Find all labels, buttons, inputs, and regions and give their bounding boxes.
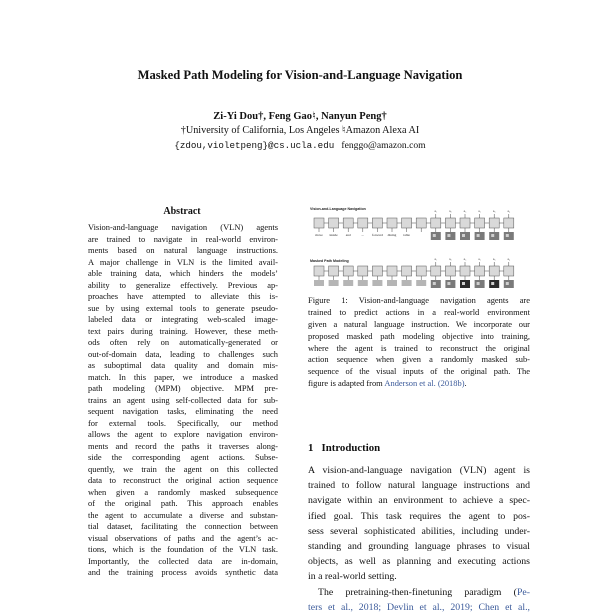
vln-state-box xyxy=(387,218,397,228)
vln-visual-detail xyxy=(491,234,494,237)
intro-line: sess several sophisticated abilities, including under- xyxy=(308,525,530,537)
abstract-line: ability to generalize effectively. Previous ap- xyxy=(88,279,278,290)
caption-line: given a natural language instruction. We incorporate our xyxy=(308,318,530,329)
vln-state-box xyxy=(489,218,499,228)
vln-instruction-word: inside xyxy=(329,233,338,237)
abstract-line: of the original path. This approach enables xyxy=(88,498,278,508)
vln-state-box xyxy=(460,218,470,228)
mpm-state-box xyxy=(372,266,382,276)
citation-link[interactable]: Anderson et al. (2018b) xyxy=(384,378,465,389)
author-emails xyxy=(0,140,600,151)
vln-state-box xyxy=(504,218,514,228)
email-academic: {zdou,violetpeng}@cs.ucla.edu xyxy=(174,140,335,151)
mpm-state-box xyxy=(387,266,397,276)
abstract-line: text pairs during training. However, these meth- xyxy=(88,325,278,336)
abstract-line: are trained to navigate in real-world environ- xyxy=(88,233,278,244)
vln-state-box xyxy=(416,218,426,228)
vln-visual-detail xyxy=(477,234,480,237)
figure-caption xyxy=(308,295,530,390)
mpm-state-box xyxy=(460,266,470,276)
paper-title: Masked Path Modeling for Vision-and-Language Navigation xyxy=(137,68,463,82)
abstract-line: able training data, which hinders the models’ xyxy=(88,268,278,278)
abstract-line: allows the agent to explore navigation environ- xyxy=(88,429,278,439)
email-industry: fenggo@amazon.com xyxy=(341,140,426,151)
mpm-visual-detail xyxy=(491,282,494,285)
section-number: 1 xyxy=(308,442,314,454)
vln-instruction-word: forward xyxy=(372,233,383,237)
abstract-line: the agent to accumulate a diverse and substan- xyxy=(88,509,278,520)
author-list: Zi-Yi Dou†, Feng Gao♮, Nanyun Peng† xyxy=(213,111,387,122)
vln-instruction-word: dining xyxy=(387,233,397,237)
mpm-visual-detail xyxy=(506,282,509,285)
caption-text: . xyxy=(464,378,467,389)
abstract-heading: Abstract xyxy=(163,206,201,217)
mpm-visual-detail xyxy=(447,282,450,285)
vln-visual-detail xyxy=(447,234,450,237)
caption-text: figure is adapted from xyxy=(308,378,385,389)
mpm-input-token xyxy=(314,280,324,286)
mpm-state-box xyxy=(431,266,441,276)
mpm-visual-detail xyxy=(433,282,436,285)
intro-line: trained to follow natural language instructions and xyxy=(308,480,530,492)
intro-line: ified goal. This task requires the agent to pos- xyxy=(308,510,530,522)
mpm-action-label: a₂ xyxy=(449,257,452,261)
vln-visual-detail xyxy=(462,234,465,237)
mpm-state-box xyxy=(358,266,368,276)
vln-state-box xyxy=(402,218,412,228)
introduction-body xyxy=(308,463,530,615)
mpm-input-token xyxy=(387,280,397,286)
vln-action-label: a₃ xyxy=(463,209,467,213)
vln-action-label: a₄ xyxy=(478,209,481,213)
intro-line: objects, as well as planning and executing actions xyxy=(308,556,530,568)
mpm-action-label: a₆ xyxy=(507,257,511,261)
mpm-input-token xyxy=(416,280,426,286)
mpm-state-box xyxy=(475,266,485,276)
caption-line xyxy=(308,378,530,390)
caption-line: where the agent is trained to reconstruct the original xyxy=(308,342,530,353)
vln-state-box xyxy=(445,218,455,228)
abstract-line: proaches have attempted to alleviate this is- xyxy=(88,291,278,301)
mpm-input-token xyxy=(402,280,412,286)
citation-link[interactable]: ters et al., 2018; Devlin et al., 2019; Chen et al., xyxy=(308,601,530,613)
caption-line: Figure 1: Vision-and-language navigation agents are xyxy=(308,295,530,305)
mpm-visual-patch xyxy=(489,280,499,288)
vln-state-box xyxy=(372,218,382,228)
abstract-line: ments based on natural language instructions. xyxy=(88,245,278,255)
vln-instruction-word: table xyxy=(403,233,410,237)
abstract-line: Vision-and-language navigation (VLN) agents xyxy=(88,222,278,232)
section-heading-introduction xyxy=(308,442,380,454)
mpm-state-box xyxy=(329,266,339,276)
mpm-state-box xyxy=(314,266,324,276)
mpm-state-box xyxy=(489,266,499,276)
section-title: Introduction xyxy=(321,442,381,454)
figure-1-diagram xyxy=(308,204,534,288)
mpm-state-box xyxy=(343,266,353,276)
vln-state-box xyxy=(358,218,368,228)
caption-line: trained to predict actions in a real-world environment xyxy=(308,306,530,317)
abstract-line: labeled data or integrating web-scaled image- xyxy=(88,314,278,324)
mpm-action-label: a₃ xyxy=(463,257,467,261)
abstract-line: out-of-domain data, leading to challenges such xyxy=(88,348,278,359)
abstract-line: as suboptimal data quality and domain mis- xyxy=(88,360,278,370)
caption-line: action sequence when given a randomly masked sub- xyxy=(308,354,530,365)
intro-line: in a real-world setting. xyxy=(308,571,397,583)
vln-state-box xyxy=(329,218,339,228)
abstract-line: path modeling (MPM) objective. MPM pre- xyxy=(88,383,278,393)
intro-text: The pretraining-then-finetuning paradigm ( xyxy=(318,586,517,598)
abstract-line: visual observations of paths and the agent’s ac- xyxy=(88,532,278,543)
mpm-action-label: a₅ xyxy=(492,257,496,261)
citation-link[interactable]: Pe- xyxy=(516,586,530,598)
mpm-action-label: a₄ xyxy=(478,257,481,261)
abstract-line: ods often rely on automatically-generated or xyxy=(88,337,278,347)
vln-action-label: a₁ xyxy=(434,209,438,213)
abstract-line: trains an agent using self-collected data for sub- xyxy=(88,394,278,405)
vln-action-label: a₆ xyxy=(507,209,511,213)
abstract-line: tions, which is the foundation of the VLN task. xyxy=(88,544,278,554)
abstract-line: ments and record the paths it traverses along- xyxy=(88,440,278,451)
mpm-state-box xyxy=(504,266,514,276)
figure-top-panel-label: Vision-and-Language Navigation xyxy=(310,207,366,211)
vln-instruction-word: move xyxy=(315,233,323,237)
intro-line: navigate within an environment to achieve a spec- xyxy=(308,495,530,507)
mpm-input-token xyxy=(372,280,382,286)
abstract-line: sue by using external tools to generate pseudo- xyxy=(88,302,278,313)
vln-instruction-word: ... xyxy=(361,233,365,237)
mpm-state-box xyxy=(445,266,455,276)
abstract-line: match. In this paper, we introduce a masked xyxy=(88,371,278,382)
mpm-visual-detail xyxy=(462,282,465,285)
caption-line: proposed masked path modeling objective into training, xyxy=(308,330,530,341)
intro-line xyxy=(308,585,530,600)
abstract-line: for external tools. Specifically, our method xyxy=(88,417,278,428)
abstract-line: sequent navigation tasks, eliminating the need xyxy=(88,406,278,416)
mpm-input-token xyxy=(329,280,339,286)
abstract-line: tial dataset, facilitating the connection between xyxy=(88,521,278,531)
abstract-line: when given a randomly masked subsequence xyxy=(88,486,278,497)
abstract-line: quently, we train the agent on this collected xyxy=(88,463,278,474)
intro-line: A vision-and-language navigation (VLN) agent is xyxy=(308,465,530,476)
vln-action-label: a₂ xyxy=(449,209,452,213)
figure-bottom-panel-label: Masked Path Modeling xyxy=(310,259,349,263)
vln-state-box xyxy=(343,218,353,228)
vln-state-box xyxy=(314,218,324,228)
vln-visual-detail xyxy=(506,234,509,237)
mpm-action-label: a₁ xyxy=(434,257,438,261)
abstract-line: Importantly, the collected data are in-domain, xyxy=(88,555,278,566)
vln-visual-detail xyxy=(433,234,436,237)
abstract-line: data to reconstruct the original action sequence xyxy=(88,475,278,485)
figure-top-panel xyxy=(314,209,514,240)
vln-instruction-word: and xyxy=(345,233,351,237)
mpm-state-box xyxy=(416,266,426,276)
mpm-visual-detail xyxy=(477,282,480,285)
abstract-line: side the corresponding agent actions. Subse- xyxy=(88,452,278,462)
vln-action-label: a₅ xyxy=(492,209,496,213)
abstract-line: and the training process avoids synthetic data xyxy=(88,567,278,577)
vln-visual-patch xyxy=(489,232,499,240)
intro-line: standing and grounding language phrases to visual xyxy=(308,540,530,552)
vln-state-box xyxy=(475,218,485,228)
caption-line: sequence of the visual inputs of the original path. The xyxy=(308,366,530,377)
vln-state-box xyxy=(431,218,441,228)
abstract-line: A major challenge in VLN is the limited avail- xyxy=(88,256,278,267)
abstract-body xyxy=(88,222,278,579)
mpm-input-token xyxy=(358,280,368,286)
mpm-input-token xyxy=(343,280,353,286)
mpm-state-box xyxy=(402,266,412,276)
affiliations: †University of California, Los Angeles ♮Amazon Alexa AI xyxy=(180,125,420,136)
